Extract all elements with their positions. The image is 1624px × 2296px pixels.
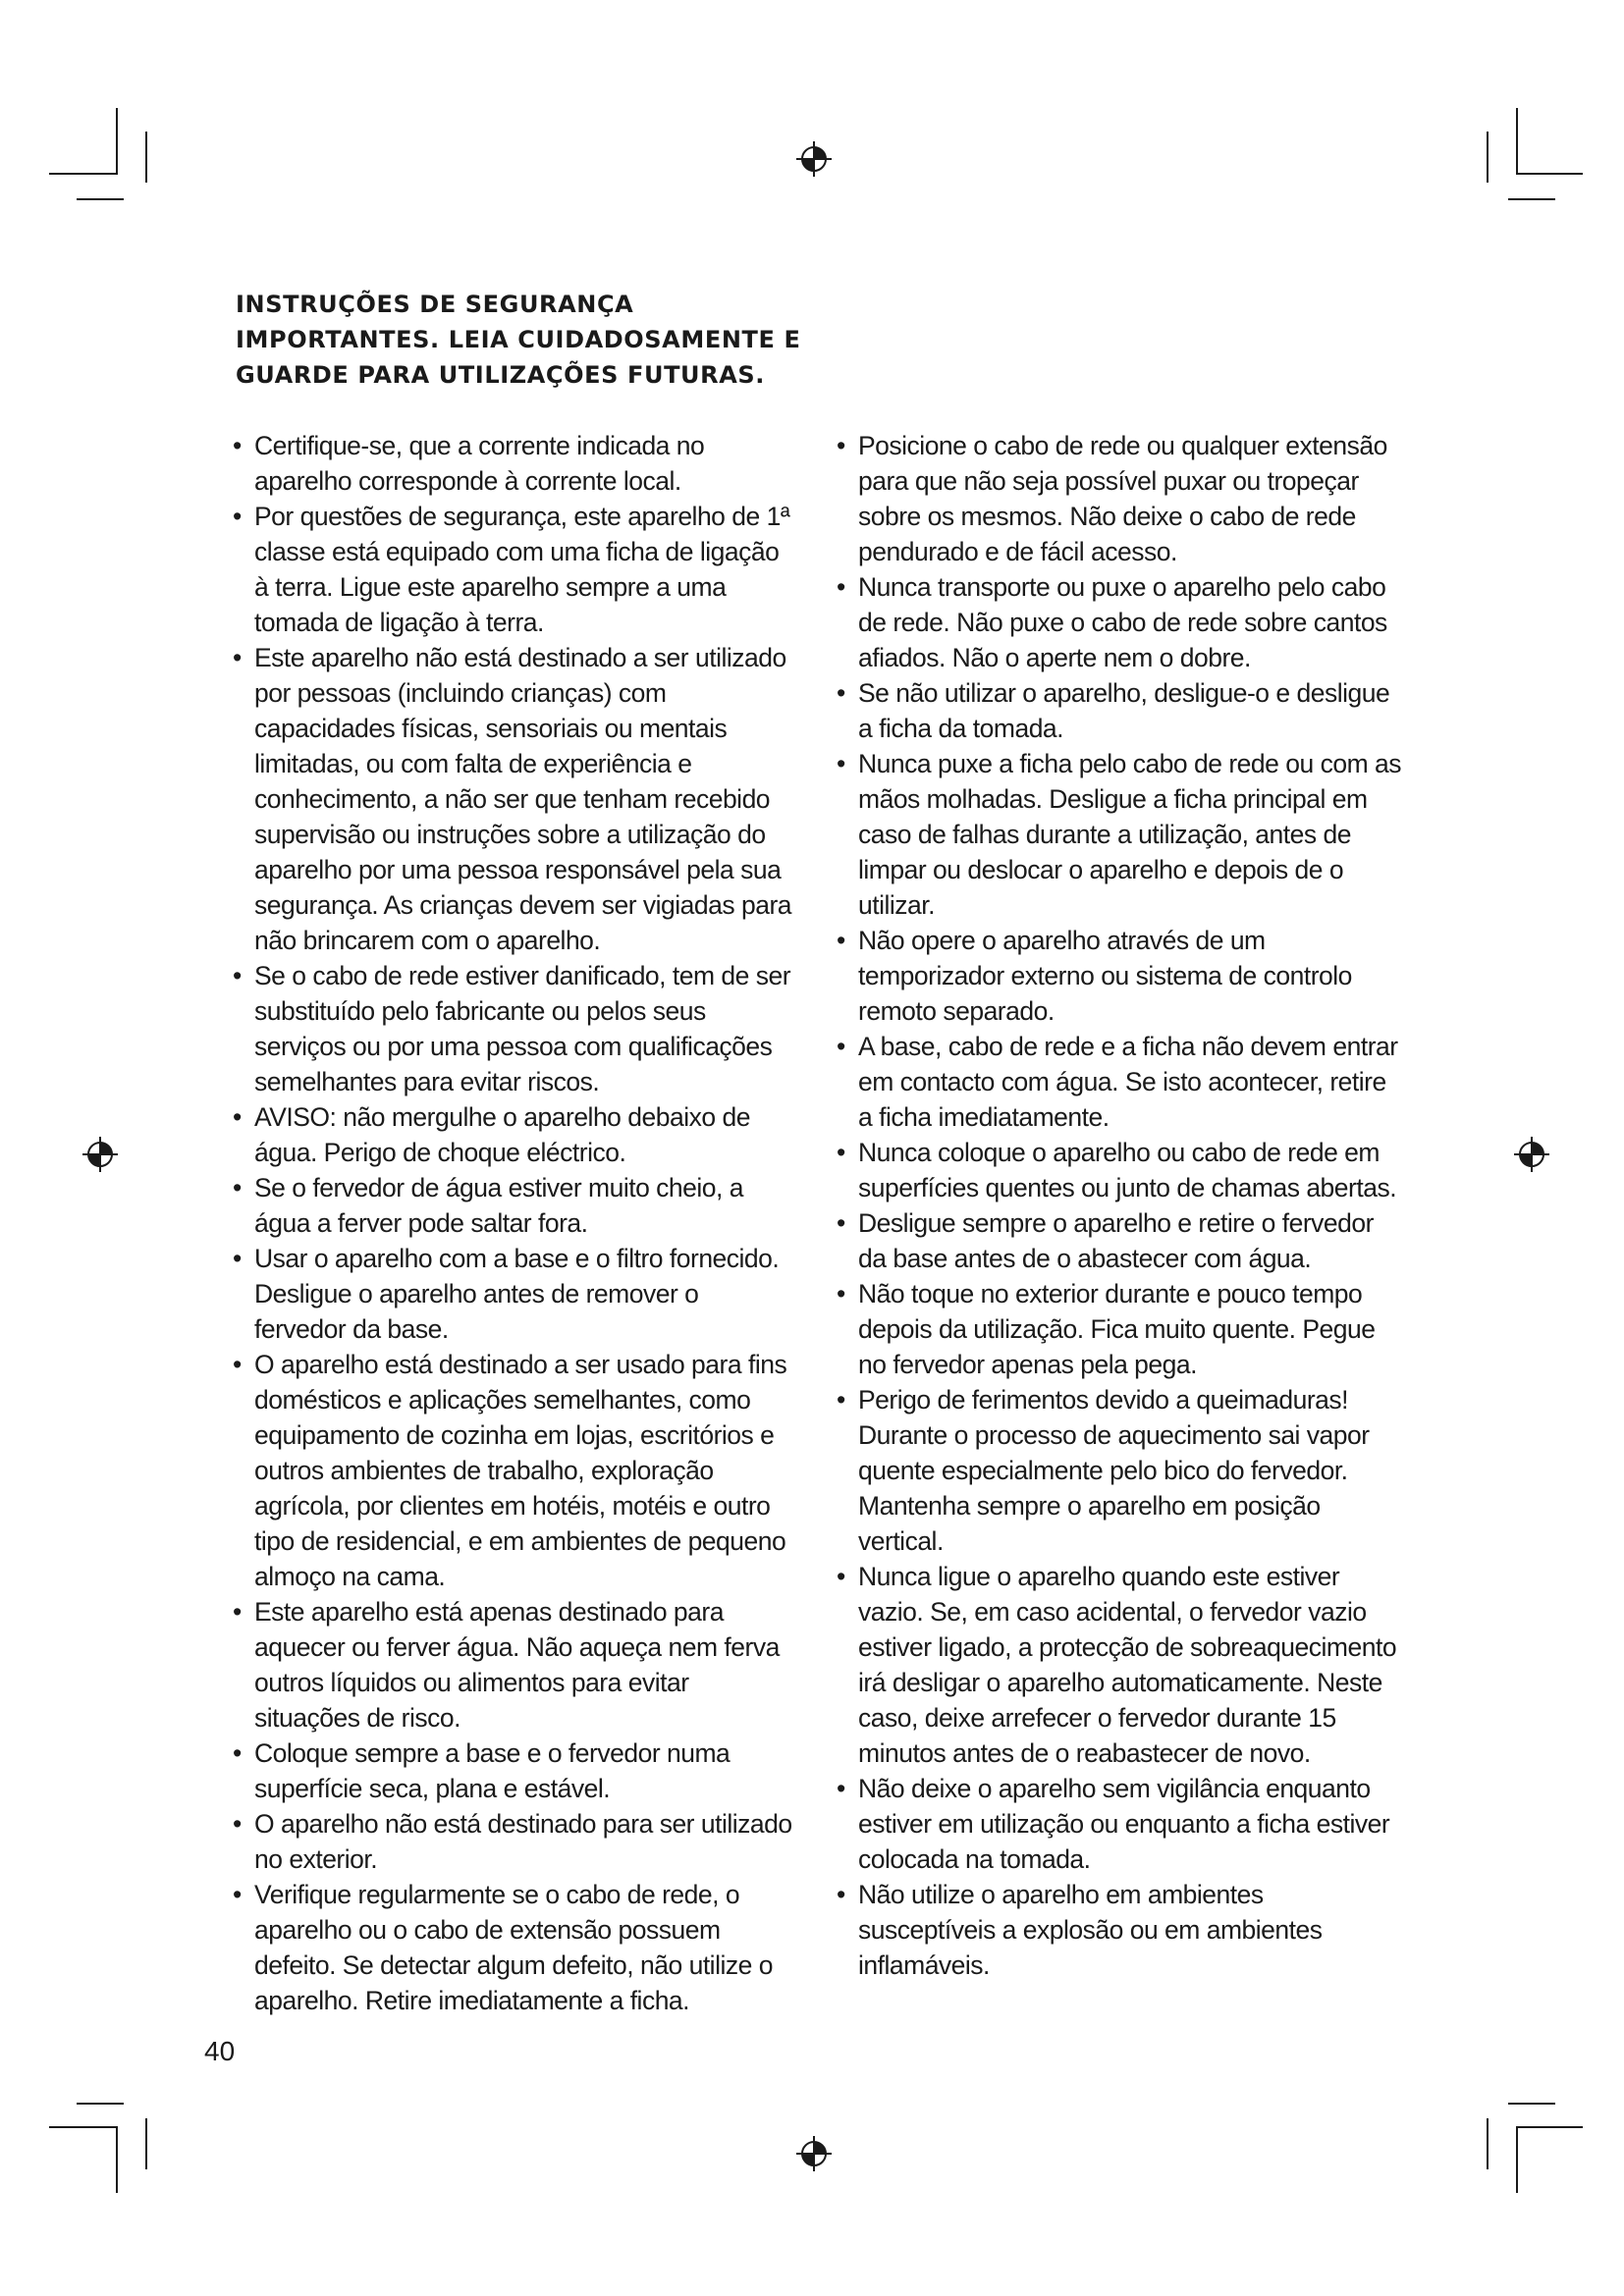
bullet: • <box>233 431 242 460</box>
list-item <box>837 428 1401 569</box>
list-item <box>837 1559 1401 1771</box>
list-item-text: Se o cabo de rede estiver danificado, tem de ser substituído pelo fabricante ou pelos seus serviços ou por uma pessoa com qualificações semelhantes para evitar riscos. <box>254 961 791 1096</box>
list-item <box>233 1170 792 1241</box>
list-item <box>233 1347 792 1594</box>
list-item-text: Usar o aparelho com a base e o filtro fornecido. Desligue o aparelho antes de remover o fervedor da base. <box>254 1244 780 1344</box>
list-item <box>233 640 792 958</box>
crop-mark <box>1487 132 1489 183</box>
list-item <box>837 1877 1401 1983</box>
list-item-text: Nunca coloque o aparelho ou cabo de rede em superfícies quentes ou junto de chamas abertas. <box>858 1138 1397 1202</box>
list-item <box>233 1806 792 1877</box>
crop-mark <box>1508 198 1555 200</box>
list-item-text: Perigo de ferimentos devido a queimaduras! Durante o processo de aquecimento sai vapor quente especialmente pelo bico do fervedor. Mantenha sempre o aparelho em posição vertical. <box>858 1385 1370 1556</box>
list-item-text: Verifique regularmente se o cabo de rede, o aparelho ou o cabo de extensão possuem defeito. Se detectar algum defeito, não utilize o aparelho. Retire imediatamente a ficha. <box>254 1880 773 2015</box>
list-item <box>837 1771 1401 1877</box>
bullet: • <box>837 678 845 708</box>
page-number: 40 <box>204 2036 236 2066</box>
list-item-text: O aparelho não está destinado para ser utilizado no exterior. <box>254 1809 792 1874</box>
list-item <box>837 569 1401 675</box>
list-item-text: Desligue sempre o aparelho e retire o fervedor da base antes de o abastecer com água. <box>858 1208 1374 1273</box>
list-item-text: Nunca ligue o aparelho quando este estiver vazio. Se, em caso acidental, o fervedor vazio estiver ligado, a protecção de sobreaquecimento irá desligar o aparelho automaticamente. Neste caso, deixe arrefecer o fervedor durante 15 minutos antes de o reabastecer de novo. <box>858 1562 1397 1768</box>
crop-mark <box>1516 173 1583 175</box>
list-item-text: Nunca transporte ou puxe o aparelho pelo cabo de rede. Não puxe o cabo de rede sobre cantos afiados. Não o aperte nem o dobre. <box>858 572 1387 672</box>
crop-mark <box>1508 2103 1555 2105</box>
list-item <box>837 746 1401 923</box>
list-item-text: Por questões de segurança, este aparelho de 1ª classe está equipado com uma ficha de ligação à terra. Ligue este aparelho sempre a uma tomada de ligação à terra. <box>254 502 790 637</box>
list-item <box>837 1135 1401 1205</box>
bullet: • <box>837 1385 845 1415</box>
list-item-text: Não utilize o aparelho em ambientes susceptíveis a explosão ou em ambientes inflamáveis. <box>858 1880 1323 1980</box>
bullet: • <box>233 1597 242 1627</box>
bullet: • <box>233 1738 242 1768</box>
crop-mark <box>1516 2126 1518 2193</box>
list-item <box>233 1877 792 2018</box>
bullet: • <box>837 572 845 602</box>
bullet: • <box>837 1138 845 1167</box>
list-item <box>233 499 792 640</box>
list-item <box>837 1276 1401 1382</box>
bullet: • <box>837 749 845 778</box>
list-item-text: Este aparelho está apenas destinado para aquecer ou ferver água. Não aqueça nem ferva outros líquidos ou alimentos para evitar situações de risco. <box>254 1597 780 1733</box>
list-item <box>233 1099 792 1170</box>
list-item-text: Não toque no exterior durante e pouco tempo depois da utilização. Fica muito quente. Pegue no fervedor apenas pela pega. <box>858 1279 1376 1379</box>
crop-mark <box>1487 2118 1489 2169</box>
bullet: • <box>233 1244 242 1273</box>
bullet: • <box>837 1880 845 1909</box>
registration-mark-icon <box>794 139 834 179</box>
list-item <box>837 1205 1401 1276</box>
crop-mark <box>1516 2126 1583 2128</box>
list-item-text: Coloque sempre a base e o fervedor numa superfície seca, plana e estável. <box>254 1738 731 1803</box>
bullet: • <box>233 1880 242 1909</box>
bullet: • <box>233 1102 242 1132</box>
crop-mark <box>145 132 147 183</box>
list-item-text: Não opere o aparelho através de um temporizador externo ou sistema de controlo remoto separado. <box>858 926 1352 1026</box>
list-item <box>233 1241 792 1347</box>
instructions-list-left <box>233 428 792 2018</box>
list-item-text: Se o fervedor de água estiver muito cheio, a água a ferver pode saltar fora. <box>254 1173 743 1238</box>
bullet: • <box>233 1173 242 1202</box>
list-item <box>233 1735 792 1806</box>
list-item-text: Não deixe o aparelho sem vigilância enquanto estiver em utilização ou enquanto a ficha estiver colocada na tomada. <box>858 1774 1390 1874</box>
bullet: • <box>233 502 242 531</box>
list-item <box>233 428 792 499</box>
list-item <box>233 958 792 1099</box>
list-item-text: Este aparelho não está destinado a ser utilizado por pessoas (incluindo crianças) com capacidades físicas, sensoriais ou mentais limitadas, ou com falta de experiência e conhecimento, a não ser que tenham recebido supervisão ou instruções sobre a utilização do aparelho por uma pessoa responsável pela sua segurança. As crianças devem ser vigiadas para não brincarem com o aparelho. <box>254 643 792 955</box>
registration-mark-icon <box>794 2134 834 2173</box>
bullet: • <box>837 1562 845 1591</box>
list-item <box>837 1382 1401 1559</box>
crop-mark <box>49 2126 116 2128</box>
list-item-text: Nunca puxe a ficha pelo cabo de rede ou com as mãos molhadas. Desligue a ficha principal em caso de falhas durante a utilização, antes de limpar ou deslocar o aparelho e depois de o utilizar. <box>858 749 1402 920</box>
bullet: • <box>837 431 845 460</box>
instructions-list-right <box>837 428 1401 1983</box>
list-item <box>837 1029 1401 1135</box>
list-item-text: O aparelho está destinado a ser usado para fins domésticos e aplicações semelhantes, como equipamento de cozinha em lojas, escritórios e outros ambientes de trabalho, exploração agrícola, por clientes em hotéis, motéis e outro tipo de residencial, e em ambientes de pequeno almoço na cama. <box>254 1350 787 1591</box>
crop-mark <box>77 2103 124 2105</box>
bullet: • <box>837 1032 845 1061</box>
list-item-text: Certifique-se, que a corrente indicada no aparelho corresponde à corrente local. <box>254 431 705 496</box>
list-item <box>837 675 1401 746</box>
list-item-text: AVISO: não mergulhe o aparelho debaixo de água. Perigo de choque eléctrico. <box>254 1102 750 1167</box>
crop-mark <box>116 2126 118 2193</box>
list-item-text: Se não utilizar o aparelho, desligue-o e desligue a ficha da tomada. <box>858 678 1390 743</box>
crop-mark <box>145 2118 147 2169</box>
list-item <box>837 923 1401 1029</box>
list-item-text: A base, cabo de rede e a ficha não devem entrar em contacto com água. Se isto acontecer, retire a ficha imediatamente. <box>858 1032 1398 1132</box>
crop-mark <box>49 173 116 175</box>
crop-mark <box>116 108 118 175</box>
list-item <box>233 1594 792 1735</box>
bullet: • <box>233 643 242 672</box>
safety-instructions-heading: INSTRUÇÕES DE SEGURANÇA IMPORTANTES. LEIA CUIDADOSAMENTE E GUARDE PARA UTILIZAÇÕES FUTURAS. <box>236 291 801 389</box>
bullet: • <box>837 1279 845 1308</box>
crop-mark <box>1516 108 1518 175</box>
bullet: • <box>837 926 845 955</box>
bullet: • <box>837 1774 845 1803</box>
registration-mark-icon <box>81 1135 120 1174</box>
registration-mark-icon <box>1512 1135 1551 1174</box>
list-item-text: Posicione o cabo de rede ou qualquer extensão para que não seja possível puxar ou tropeçar sobre os mesmos. Não deixe o cabo de rede pendurado e de fácil acesso. <box>858 431 1387 566</box>
crop-mark <box>77 198 124 200</box>
bullet: • <box>233 1350 242 1379</box>
bullet: • <box>233 961 242 990</box>
bullet: • <box>233 1809 242 1839</box>
bullet: • <box>837 1208 845 1238</box>
